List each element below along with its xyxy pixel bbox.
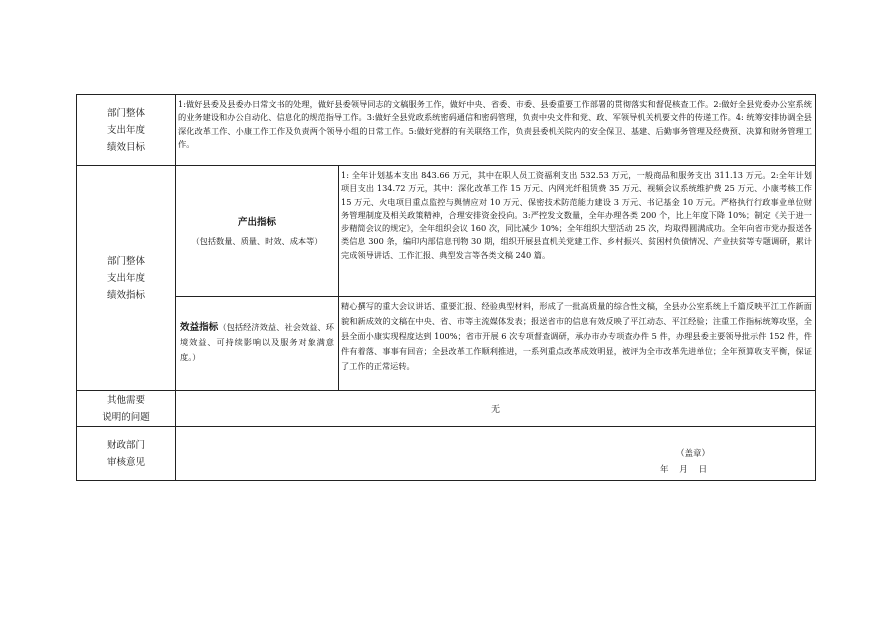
finance-review-content-cell [176,427,815,480]
benefit-indicator-title: 效益指标 [180,322,219,333]
row-overall-goal [77,95,815,166]
other-notes-label-cell [77,391,176,426]
finance-review-label-cell [77,427,176,480]
other-notes-label: 其他需要 说明的问题 [102,394,150,423]
performance-table [76,94,816,481]
output-indicator-text: 1: 全年计划基本支出 843.66 万元，其中在职人员工资福利支出 532.53 万元，一般商品和服务支出 311.13 万元。2:全年计划项目支出 134.72 万元，其中：深化改革工作 15 万元、内网光纤租赁费 35 万元、视频会议系统维护费 25 万元、小康考核工作 15 万元、火电项目重点监控与舆情应对 10 万元、保密技术防范能力建设 3 万元、书记基金 10 万元。严格执行行政事业单位财务管理制度及相关政策精神，合理安排资金投向。3:严控发文数量，全年办理各类 200 个，比上年度下降 10%；制定《关于进一步精简会议的规定》，全年组织会议 160 次，同比减少 10%；全年组织大型活动 25 次，均取得圆满成功。全年向省市党办报送各类信息 300 条，编印内部信息刊物 30 期，组织开展县直机关党建工作、乡村振兴、贫困村负债情况、产业扶贫等专题调研，累计完成领导讲话、工作汇报、典型发言等各类文稿 240 篇。 [341,170,812,260]
row-finance-review [77,427,815,480]
benefit-indicator-content-cell [339,296,815,391]
row-indicators [77,166,815,391]
output-indicator-label-cell [176,166,339,296]
output-indicator-subtitle: （包括数量、质量、时效、成本等） [191,236,323,246]
benefit-indicator-label-cell [176,296,339,391]
row-other-notes [77,391,815,427]
overall-goal-label: 部门整体 支出年度 绩效目标 [106,107,145,153]
output-indicator-row [176,166,815,297]
output-indicator-title: 产出指标 [237,217,276,228]
benefit-indicator-subtitle: （包括经济效益、社会效益、环境效益、可持续影响以及服务对象满意度。） [180,322,334,362]
benefit-indicator-text: 精心撰写的重大会议讲话、重要汇报、经验典型材料，形成了一批高质量的综合性文稿，全县办公室系统上千篇反映平江工作新面貌和新成效的文稿在中央、省、市等主流媒体发表；报送省市的信息有效反映了平江动态、平江经验；注重工作指标统筹攻坚，全县全面小康实现程度达到 100%；省市开展 6 次专项督查调研，承办市办专项查办件 5 件，办理县委主要领导批示件 152 件，件件有着落、事事有回音；全县改革工作顺利推进，一系列重点改革成效明显，被评为全市改革先进单位；全年预算收支平衡，保证了工作的正常运转。 [341,301,812,371]
finance-review-label: 财政部门 审核意见 [106,439,145,468]
indicators-label: 部门整体 支出年度 绩效指标 [106,255,145,301]
review-date: 年 月 日 [660,465,708,475]
benefit-indicator-row [176,296,815,391]
other-notes-text: 无 [490,405,500,415]
other-notes-content-cell [176,391,815,426]
seal-text: （盖章） [676,449,711,459]
output-indicator-content-cell [339,166,815,296]
overall-goal-text: 1:做好县委及县委办日常文书的处理，做好县委领导同志的文稿服务工作，做好中央、省委、市委、县委重要工作部署的贯彻落实和督促核查工作。2:做好全县党委办公室系统的业务建设和办公自动化、信息化的规范指导工作。3:做好全县党政系统密码通信和密码管理，负责中央文件和党、政、军领导机关机要文件的传递工作。4: 统筹安排协调全县深化改革工作、小康工作工作及负责两个领导小组的日常工作。5:做好党群的有关联络工作，负责县委机关院内的安全保卫、基建、后勤事务管理及经费预、决算和财务管理工作。 [178,99,812,149]
overall-goal-content-cell [176,95,815,165]
overall-goal-label-cell [77,95,176,165]
indicators-label-cell [77,166,176,390]
